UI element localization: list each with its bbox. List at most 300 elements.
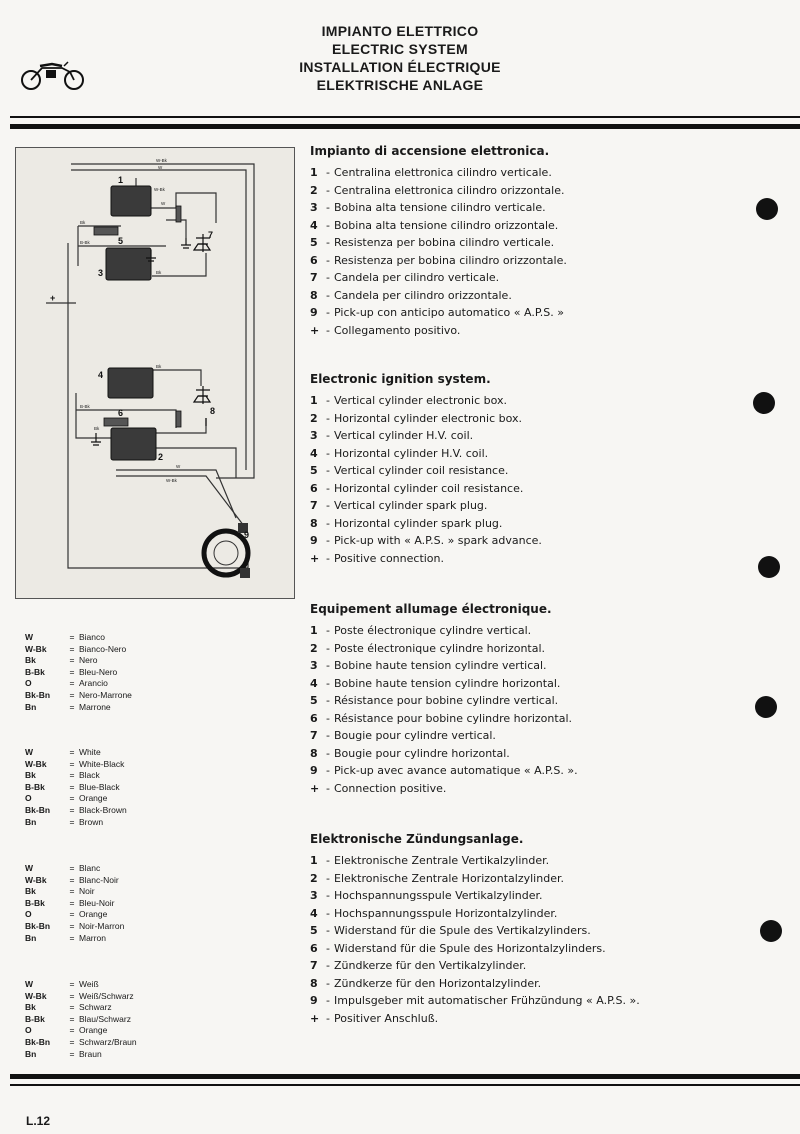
legend-equals: = <box>69 990 75 1001</box>
legend-name: Bianco-Nero <box>79 643 127 654</box>
legend-name: Noir-Marron <box>79 920 125 931</box>
item-text: Resistenza per bobina cilindro orizzontale. <box>334 253 567 267</box>
item-text: Centralina elettronica cilindro orizzontale. <box>334 183 565 197</box>
item-dash: - <box>326 411 330 425</box>
legend-equals: = <box>69 678 75 689</box>
diagram-label-1: 1 <box>118 175 124 185</box>
diagram-label-4: 4 <box>98 370 104 380</box>
legend-equals: = <box>69 689 75 700</box>
list-item <box>310 462 770 480</box>
legend-equals: = <box>69 632 75 642</box>
item-number: 4 <box>310 446 318 460</box>
item-number: + <box>310 323 320 337</box>
item-text: Horizontal cylinder spark plug. <box>334 516 503 530</box>
legend-code: Bn <box>25 932 37 943</box>
legend-name: Black-Brown <box>79 804 127 815</box>
legend-equals: = <box>69 643 75 654</box>
item-text: Horizontal cylinder H.V. coil. <box>334 446 489 460</box>
item-text: Widerstand für die Spule des Horizontalzylinders. <box>334 941 606 955</box>
diagram-label-6: 6 <box>118 408 124 418</box>
item-dash: - <box>326 236 330 249</box>
legend-row <box>25 933 205 945</box>
legend-row <box>25 1025 205 1037</box>
legend-row <box>25 1002 205 1014</box>
legend-code: W <box>25 979 34 989</box>
list-item <box>310 762 770 780</box>
item-number: + <box>310 1011 320 1025</box>
item-number: 3 <box>310 659 318 672</box>
punch-hole <box>755 696 777 718</box>
item-dash: - <box>326 641 330 655</box>
item-number: + <box>310 551 320 565</box>
punch-hole <box>756 198 778 220</box>
diagram-label-5: 5 <box>118 236 124 246</box>
item-number: 1 <box>310 394 318 407</box>
item-number: 9 <box>310 534 318 547</box>
list-item <box>310 710 770 728</box>
colour-legend-german <box>25 979 205 1060</box>
wire-label: Bk <box>80 220 86 225</box>
item-dash: - <box>326 781 330 795</box>
legend-code: Bn <box>25 701 37 712</box>
item-text: Poste électronique cylindre vertical. <box>334 624 532 637</box>
section-german <box>310 832 770 1027</box>
list-item <box>310 234 770 252</box>
item-number: 6 <box>310 941 318 955</box>
list-item <box>310 657 770 675</box>
legend-code: W <box>25 632 34 642</box>
item-number: 9 <box>310 764 318 777</box>
legend-code: Bn <box>25 816 37 827</box>
item-dash: - <box>326 994 330 1007</box>
item-text: Poste électronique cylindre horizontal. <box>334 641 546 655</box>
wire-label: W <box>158 165 163 170</box>
item-dash: - <box>326 729 330 742</box>
item-dash: - <box>326 906 330 920</box>
legend-equals: = <box>69 770 75 781</box>
list-item <box>310 427 770 445</box>
legend-equals: = <box>69 816 75 827</box>
legend-equals: = <box>69 793 75 804</box>
bottom-rule-thick <box>10 1074 800 1079</box>
item-text: Bougie pour cylindre horizontal. <box>334 746 510 760</box>
legend-row <box>25 782 205 794</box>
legend-equals: = <box>69 897 75 908</box>
legend-code: B-Bk <box>25 666 45 677</box>
legend-row <box>25 759 205 771</box>
item-number: 8 <box>310 746 318 760</box>
item-text: Impulsgeber mit automatischer Frühzündung « A.P.S. ». <box>334 994 640 1007</box>
item-text: Positiver Anschluß. <box>334 1011 439 1025</box>
list-item <box>310 322 770 340</box>
item-number: 2 <box>310 871 318 885</box>
legend-row <box>25 909 205 921</box>
legend-name: Black <box>79 770 100 781</box>
item-number: 5 <box>310 464 318 477</box>
legend-code: O <box>25 1025 32 1036</box>
item-text: Resistenza per bobina cilindro verticale. <box>334 236 555 249</box>
item-dash: - <box>326 288 330 302</box>
legend-equals: = <box>69 781 75 792</box>
legend-code: W-Bk <box>25 874 47 885</box>
list-item <box>310 957 770 975</box>
legend-code: B-Bk <box>25 897 45 908</box>
item-number: 2 <box>310 641 318 655</box>
legend-row <box>25 886 205 898</box>
item-text: Vertical cylinder coil resistance. <box>334 464 509 477</box>
list-item <box>310 870 770 888</box>
item-text: Vertical cylinder spark plug. <box>334 499 488 512</box>
item-number: 7 <box>310 271 318 284</box>
item-dash: - <box>326 924 330 937</box>
colour-legend-french <box>25 863 205 944</box>
item-text: Pick-up with « A.P.S. » spark advance. <box>334 534 542 547</box>
punch-hole <box>760 920 782 942</box>
list-item <box>310 975 770 993</box>
legend-code: Bk-Bn <box>25 920 51 931</box>
item-dash: - <box>326 166 330 179</box>
legend-name: White-Black <box>79 758 125 769</box>
legend-code: Bk <box>25 770 36 781</box>
item-dash: - <box>326 516 330 530</box>
item-dash: - <box>326 429 330 442</box>
item-text: Candela per cilindro orizzontale. <box>334 288 512 302</box>
legend-row <box>25 863 205 875</box>
wire-label: W-Bk <box>166 478 177 483</box>
wiring-diagram <box>15 147 295 599</box>
item-number: 6 <box>310 481 318 495</box>
section-french <box>310 602 770 797</box>
legend-row <box>25 667 205 679</box>
diagram-label-plus: + <box>50 293 56 303</box>
item-dash: - <box>326 746 330 760</box>
item-text: Connection positive. <box>334 781 447 795</box>
legend-name: Orange <box>79 793 108 804</box>
item-dash: - <box>326 659 330 672</box>
legend-equals: = <box>69 666 75 677</box>
legend-equals: = <box>69 758 75 769</box>
item-dash: - <box>326 1011 330 1025</box>
item-number: 4 <box>310 906 318 920</box>
diagram-label-9: 9 <box>244 530 250 540</box>
item-number: 9 <box>310 306 318 319</box>
legend-name: Nero-Marrone <box>79 689 132 700</box>
legend-row <box>25 979 205 991</box>
list-item <box>310 269 770 287</box>
title-english: ELECTRIC SYSTEM <box>332 41 468 57</box>
item-text: Zündkerze für den Horizontalzylinder. <box>334 976 542 990</box>
item-number: + <box>310 781 320 795</box>
legend-row <box>25 1037 205 1049</box>
item-number: 8 <box>310 516 318 530</box>
list-item <box>310 887 770 905</box>
legend-code: Bn <box>25 1048 37 1059</box>
legend-code: Bk-Bn <box>25 1036 51 1047</box>
list-item <box>310 497 770 515</box>
legend-name: Orange <box>79 1025 108 1036</box>
colour-legend-italian <box>25 632 205 713</box>
title-italian: IMPIANTO ELETTRICO <box>321 23 479 39</box>
item-text: Elektronische Zentrale Vertikalzylinder. <box>334 854 550 867</box>
item-number: 8 <box>310 288 318 302</box>
item-dash: - <box>326 854 330 867</box>
legend-name: Blanc <box>79 863 101 873</box>
diagram-label-7: 7 <box>208 230 214 240</box>
list-item <box>310 1010 770 1028</box>
legend-code: W <box>25 747 34 757</box>
section-italian <box>310 144 770 339</box>
item-dash: - <box>326 323 330 337</box>
item-dash: - <box>326 534 330 547</box>
legend-equals: = <box>69 886 75 897</box>
item-dash: - <box>326 464 330 477</box>
item-number: 6 <box>310 253 318 267</box>
title-french: INSTALLATION ÉLECTRIQUE <box>299 59 501 75</box>
item-number: 3 <box>310 201 318 214</box>
item-text: Elektronische Zentrale Horizontalzylinder. <box>334 871 564 885</box>
legend-equals: = <box>69 747 75 757</box>
wire-label: W <box>176 464 181 469</box>
item-dash: - <box>326 889 330 902</box>
section-title: Elektronische Zündungsanlage. <box>310 832 524 846</box>
legend-row <box>25 770 205 782</box>
legend-row <box>25 702 205 714</box>
legend-equals: = <box>69 1036 75 1047</box>
item-number: 3 <box>310 429 318 442</box>
legend-name: White <box>79 747 101 757</box>
item-dash: - <box>326 394 330 407</box>
legend-code: O <box>25 678 32 689</box>
list-item <box>310 304 770 322</box>
item-text: Résistance pour bobine cylindre vertical. <box>334 694 559 707</box>
legend-row <box>25 1014 205 1026</box>
legend-row <box>25 875 205 887</box>
item-dash: - <box>326 253 330 267</box>
legend-row <box>25 678 205 690</box>
list-item <box>310 287 770 305</box>
legend-equals: = <box>69 863 75 873</box>
item-number: 4 <box>310 218 318 232</box>
item-number: 3 <box>310 889 318 902</box>
item-dash: - <box>326 976 330 990</box>
list-item <box>310 515 770 533</box>
item-number: 8 <box>310 976 318 990</box>
legend-name: Schwarz <box>79 1002 112 1013</box>
item-dash: - <box>326 201 330 214</box>
item-text: Vertical cylinder electronic box. <box>334 394 507 407</box>
wire-label: W <box>161 201 166 206</box>
item-text: Collegamento positivo. <box>334 323 461 337</box>
list-item <box>310 922 770 940</box>
item-text: Bobine haute tension cylindre vertical. <box>334 659 547 672</box>
legend-code: B-Bk <box>25 781 45 792</box>
list-item <box>310 640 770 658</box>
legend-equals: = <box>69 1002 75 1013</box>
item-number: 5 <box>310 236 318 249</box>
item-number: 2 <box>310 411 318 425</box>
legend-equals: = <box>69 909 75 920</box>
item-number: 7 <box>310 959 318 972</box>
item-dash: - <box>326 183 330 197</box>
item-dash: - <box>326 624 330 637</box>
legend-name: Blue-Black <box>79 781 120 792</box>
item-dash: - <box>326 941 330 955</box>
item-dash: - <box>326 551 330 565</box>
item-dash: - <box>326 711 330 725</box>
legend-equals: = <box>69 932 75 943</box>
section-english <box>310 372 770 567</box>
list-item <box>310 852 770 870</box>
legend-row <box>25 1049 205 1061</box>
legend-row <box>25 805 205 817</box>
legend-row <box>25 690 205 702</box>
list-item <box>310 622 770 640</box>
item-dash: - <box>326 481 330 495</box>
motorcycle-icon <box>18 56 88 96</box>
legend-code: B-Bk <box>25 1013 45 1024</box>
legend-equals: = <box>69 920 75 931</box>
list-item <box>310 745 770 763</box>
title-german: ELEKTRISCHE ANLAGE <box>316 77 484 93</box>
legend-code: O <box>25 793 32 804</box>
legend-name: Bleu-Noir <box>79 897 115 908</box>
colour-legend-english <box>25 747 205 828</box>
legend-code: W-Bk <box>25 990 47 1001</box>
item-number: 7 <box>310 499 318 512</box>
list-item <box>310 217 770 235</box>
item-text: Bobine haute tension cylindre horizontal. <box>334 676 561 690</box>
item-dash: - <box>326 959 330 972</box>
list-item <box>310 692 770 710</box>
legend-row <box>25 793 205 805</box>
list-item <box>310 992 770 1010</box>
bottom-rule-thin <box>10 1084 800 1086</box>
item-text: Widerstand für die Spule des Vertikalzylinders. <box>334 924 591 937</box>
item-dash: - <box>326 218 330 232</box>
list-item <box>310 780 770 798</box>
legend-name: Nero <box>79 655 98 666</box>
item-dash: - <box>326 871 330 885</box>
legend-name: Braun <box>79 1048 102 1059</box>
legend-equals: = <box>69 701 75 712</box>
item-number: 2 <box>310 183 318 197</box>
diagram-label-3: 3 <box>98 268 104 278</box>
list-item <box>310 480 770 498</box>
legend-name: Blau/Schwarz <box>79 1013 131 1024</box>
wire-label: Bk <box>156 364 162 369</box>
legend-equals: = <box>69 1048 75 1059</box>
list-item <box>310 164 770 182</box>
legend-row <box>25 747 205 759</box>
item-text: Horizontal cylinder electronic box. <box>334 411 522 425</box>
legend-code: W <box>25 863 34 873</box>
legend-code: O <box>25 909 32 920</box>
top-rule-thin <box>10 116 800 118</box>
legend-equals: = <box>69 655 75 666</box>
legend-name: Arancio <box>79 678 108 689</box>
item-dash: - <box>326 446 330 460</box>
wire-label: B-Bk <box>80 240 90 245</box>
item-dash: - <box>326 694 330 707</box>
legend-equals: = <box>69 804 75 815</box>
page-number: L.12 <box>26 1114 51 1128</box>
item-number: 7 <box>310 729 318 742</box>
item-text: Pick-up avec avance automatique « A.P.S. ». <box>334 764 578 777</box>
legend-row <box>25 921 205 933</box>
legend-equals: = <box>69 1025 75 1036</box>
legend-name: Bleu-Nero <box>79 666 118 677</box>
punch-hole <box>753 392 775 414</box>
legend-row <box>25 655 205 667</box>
item-number: 5 <box>310 924 318 937</box>
item-number: 1 <box>310 624 318 637</box>
list-item <box>310 727 770 745</box>
item-dash: - <box>326 764 330 777</box>
wire-label: B-Bk <box>80 404 90 409</box>
item-number: 5 <box>310 694 318 707</box>
item-text: Résistance pour bobine cylindre horizontal. <box>334 711 572 725</box>
item-number: 4 <box>310 676 318 690</box>
item-text: Bobina alta tensione cilindro verticale. <box>334 201 546 214</box>
legend-name: Marron <box>79 932 106 943</box>
list-item <box>310 199 770 217</box>
legend-name: Bianco <box>79 632 105 642</box>
legend-name: Orange <box>79 909 108 920</box>
item-dash: - <box>326 271 330 284</box>
top-rule-thick <box>10 124 800 129</box>
list-item <box>310 182 770 200</box>
legend-name: Weiß/Schwarz <box>79 990 134 1001</box>
list-item <box>310 445 770 463</box>
legend-name: Weiß <box>79 979 99 989</box>
legend-row <box>25 991 205 1003</box>
list-item <box>310 905 770 923</box>
item-text: Hochspannungsspule Horizontalzylinder. <box>334 906 558 920</box>
item-dash: - <box>326 306 330 319</box>
wire-label: Bk <box>94 426 100 431</box>
wire-label: W-Bk <box>156 158 167 163</box>
item-dash: - <box>326 676 330 690</box>
legend-equals: = <box>69 874 75 885</box>
list-item <box>310 252 770 270</box>
item-text: Zündkerze für den Vertikalzylinder. <box>334 959 527 972</box>
page-header <box>0 22 800 94</box>
list-item <box>310 940 770 958</box>
item-text: Candela per cilindro verticale. <box>334 271 500 284</box>
list-item <box>310 392 770 410</box>
list-item <box>310 550 770 568</box>
legend-equals: = <box>69 979 75 989</box>
legend-code: Bk <box>25 886 36 897</box>
item-text: Pick-up con anticipo automatico « A.P.S. » <box>334 306 564 319</box>
item-text: Horizontal cylinder coil resistance. <box>334 481 524 495</box>
item-number: 9 <box>310 994 318 1007</box>
legend-name: Brown <box>79 816 104 827</box>
section-title: Electronic ignition system. <box>310 372 491 386</box>
item-number: 1 <box>310 166 318 179</box>
item-text: Bobina alta tensione cilindro orizzontale. <box>334 218 559 232</box>
legend-name: Marrone <box>79 701 111 712</box>
item-text: Vertical cylinder H.V. coil. <box>334 429 474 442</box>
legend-name: Schwarz/Braun <box>79 1036 137 1047</box>
legend-row <box>25 632 205 644</box>
diagram-label-2: 2 <box>158 452 164 462</box>
item-text: Bougie pour cylindre vertical. <box>334 729 496 742</box>
wire-label: Bk <box>156 270 162 275</box>
punch-hole <box>758 556 780 578</box>
item-text: Centralina elettronica cilindro verticale. <box>334 166 552 179</box>
legend-code: Bk <box>25 1002 36 1013</box>
